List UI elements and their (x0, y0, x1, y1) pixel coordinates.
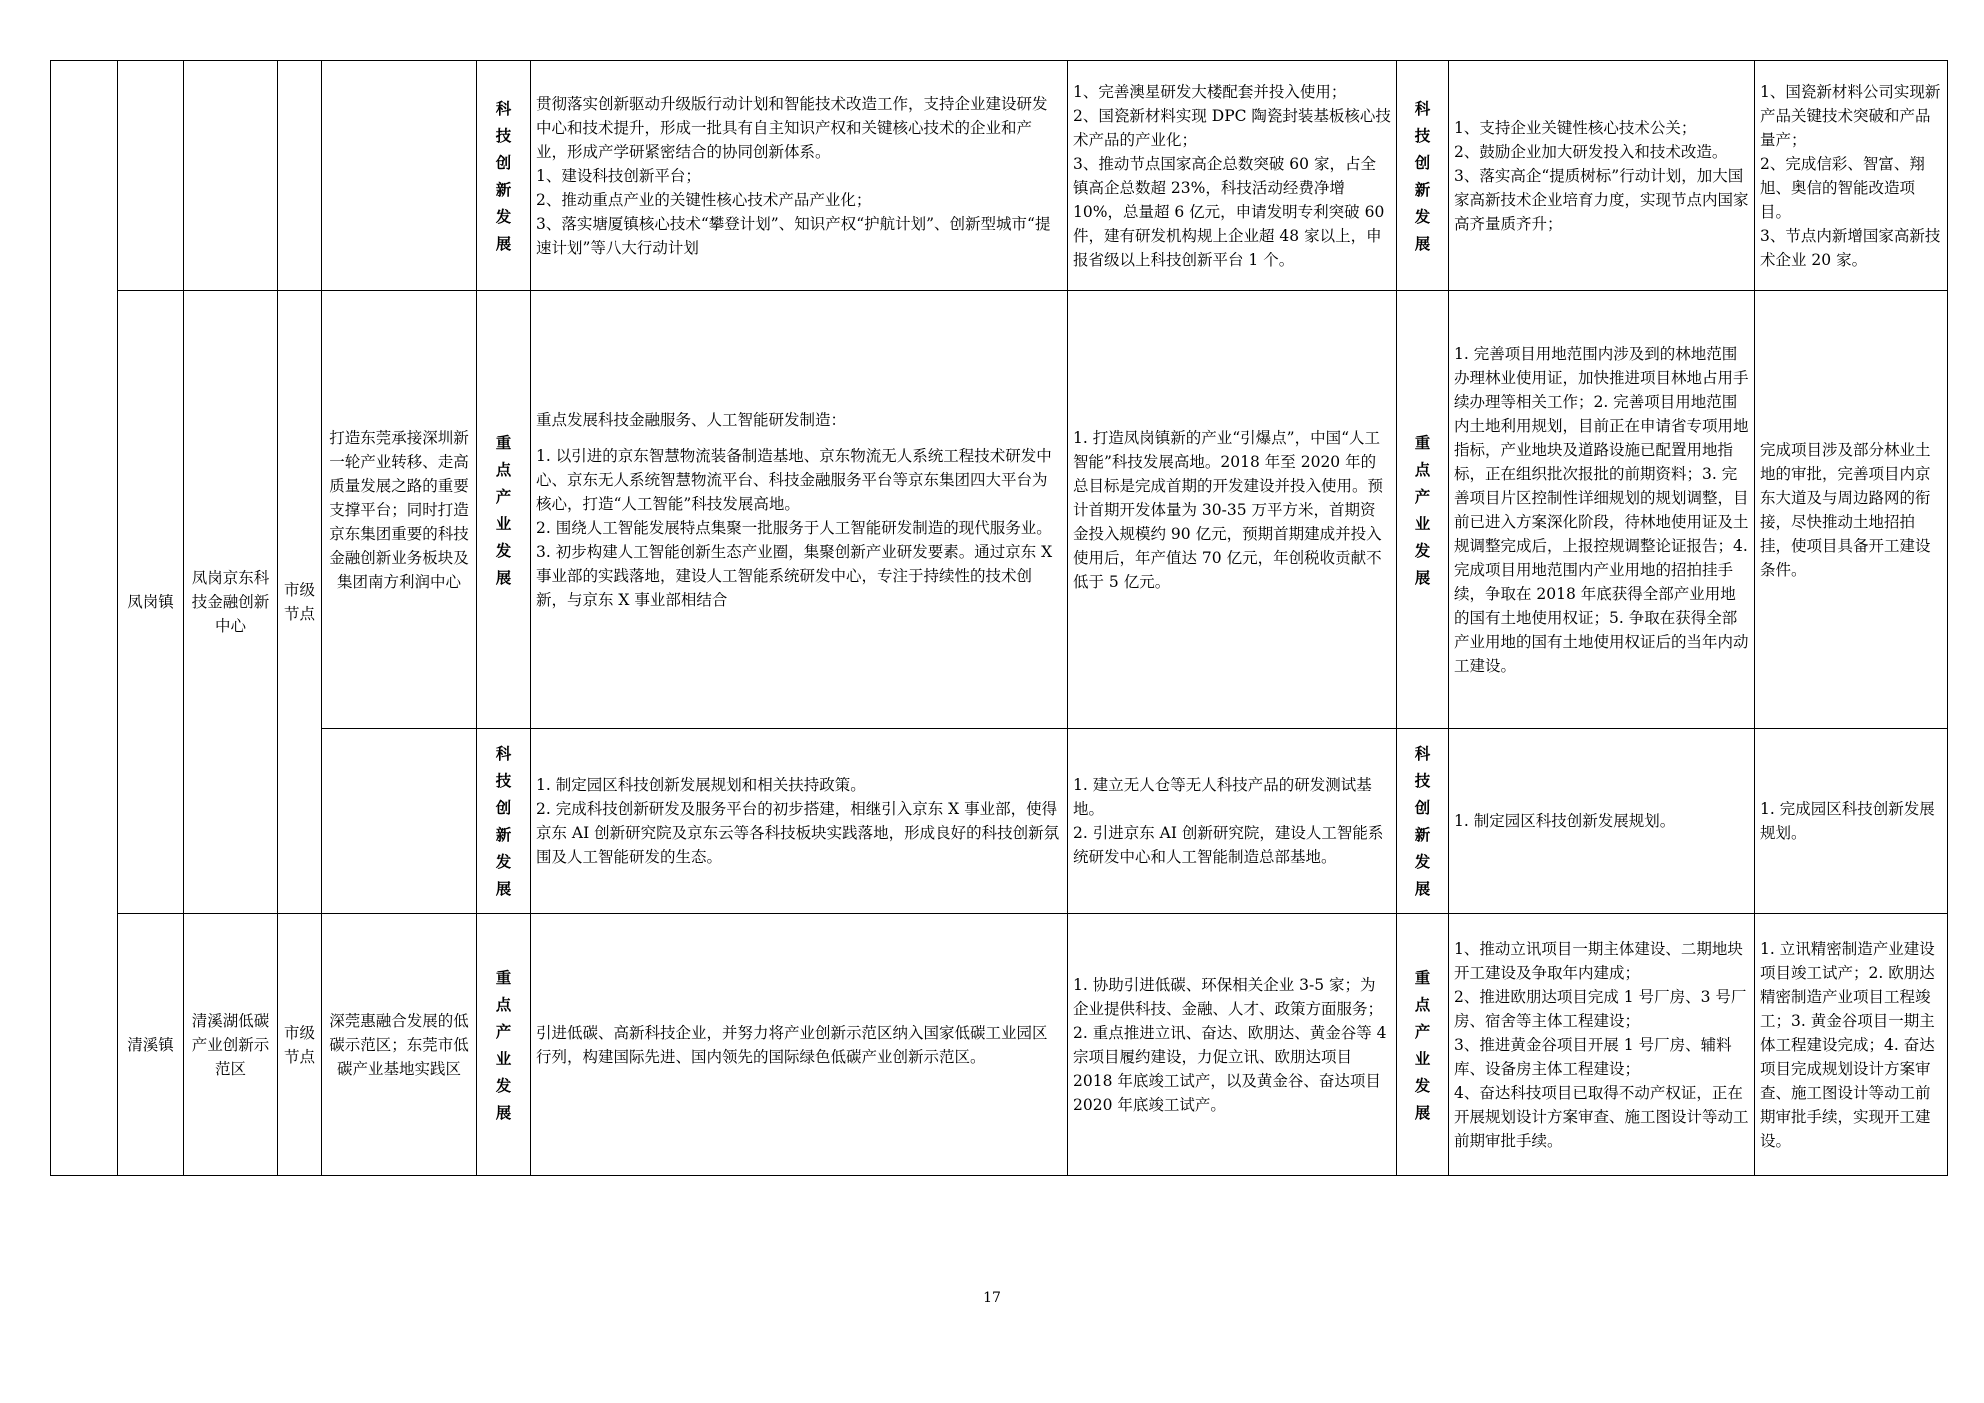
category-char: 科 (495, 98, 512, 118)
category-char: 点 (1414, 459, 1431, 479)
category-label (482, 964, 525, 1126)
category-char: 展 (1414, 567, 1431, 587)
content-line: 3. 初步构建人工智能创新生态产业圈，集聚创新产业研发要素。通过京东 X 事业部的实践落地，建设人工智能系统研发中心，专注于持续性的技术创新，与京东 X 事业部相结合 (536, 542, 1053, 609)
category-char: 创 (495, 152, 512, 172)
category-char: 展 (1414, 879, 1431, 898)
category-char: 业 (495, 1048, 512, 1068)
measures-cell (1449, 61, 1755, 291)
category-label-2 (1402, 740, 1443, 902)
table-row (51, 729, 1948, 914)
category-cell-2 (1397, 291, 1449, 729)
category-char: 展 (495, 567, 512, 587)
target-line: 3、节点内新增国家高新技术企业 20 家。 (1760, 226, 1941, 269)
project-cell (184, 61, 278, 291)
town-cell: 凤岗镇 (118, 291, 184, 914)
measure-line: 3、落实高企“提质树标”行动计划，加大国家高新技术企业培育力度，实现节点内国家高齐量质齐升； (1454, 166, 1749, 233)
category-char: 产 (495, 486, 512, 506)
category-char: 发 (495, 852, 512, 871)
category-cell (477, 291, 531, 729)
category-char: 发 (1414, 206, 1431, 226)
category-cell (477, 61, 531, 291)
category-label-2 (1402, 95, 1443, 257)
town-cell: 清溪镇 (118, 914, 184, 1176)
category-char: 重 (495, 967, 512, 987)
target-line: 1. 完成园区科技创新发展规划。 (1760, 800, 1935, 842)
category-char: 发 (495, 206, 512, 226)
category-cell (477, 914, 531, 1176)
category-char: 重 (1414, 432, 1431, 452)
measure-line: 2、推进欧朋达项目完成 1 号厂房、3 号厂房、宿舍等主体工程建设； (1454, 987, 1747, 1030)
table-row (51, 61, 1948, 291)
category-char: 产 (495, 1021, 512, 1041)
category-cell-2 (1397, 729, 1449, 914)
category-char: 科 (1414, 98, 1431, 118)
category-char: 发 (495, 1075, 512, 1095)
category-char: 点 (495, 459, 512, 479)
content-cell (531, 61, 1068, 291)
category-label (482, 429, 525, 591)
category-char: 点 (495, 994, 512, 1014)
measure-line: 1. 制定园区科技创新发展规划。 (1454, 812, 1676, 830)
targets-cell (1755, 61, 1948, 291)
category-char: 重 (495, 432, 512, 452)
measures-cell (1449, 914, 1755, 1176)
targets-cell (1755, 729, 1948, 914)
measure-line: 4、奋达科技项目已取得不动产权证，正在开展规划设计方案审查、施工图设计等动工前期审批手续。 (1454, 1083, 1749, 1150)
position-cell (322, 61, 477, 291)
measure-line: 3、推进黄金谷项目开展 1 号厂房、辅料库、设备房主体工程建设； (1454, 1035, 1732, 1078)
table-row (51, 914, 1948, 1176)
level-cell (278, 61, 322, 291)
content-cell (531, 914, 1068, 1176)
town-cell (118, 61, 184, 291)
position-cell: 深莞惠融合发展的低碳示范区；东莞市低碳产业基地实践区 (322, 914, 477, 1176)
goals-cell (1068, 291, 1397, 729)
category-char: 发 (1414, 1075, 1431, 1095)
category-label (482, 95, 525, 257)
position-cell-empty (322, 729, 477, 914)
content-line: 贯彻落实创新驱动升级版行动计划和智能技术改造工作，支持企业建设研发中心和技术提升，形成一批具有自主知识产权和关键核心技术的企业和产业，形成产学研紧密结合的协同创新体系。 (536, 94, 1048, 161)
category-char: 展 (495, 1102, 512, 1122)
category-char: 业 (1414, 1048, 1431, 1068)
content-line: 2、推动重点产业的关键性核心技术产品产业化； (536, 190, 872, 209)
page-number: 17 (983, 1290, 1001, 1306)
content-line: 引进低碳、高新科技企业，并努力将产业创新示范区纳入国家低碳工业园区行列，构建国际先进、国内领先的国际绿色低碳产业创新示范区。 (536, 1023, 1048, 1066)
content-line: 2. 围绕人工智能发展特点集聚一批服务于人工智能研发制造的现代服务业。 (536, 518, 1052, 537)
target-line: 完成项目涉及部分林业土地的审批，完善项目内京东大道及与周边路网的衔接，尽快推动土地招拍挂，使项目具备开工建设条件。 (1760, 440, 1931, 579)
position-cell: 打造东莞承接深圳新一轮产业转移、走高质量发展之路的重要支撑平台；同时打造京东集团重要的科技金融创新业务板块及集团南方利润中心 (322, 291, 477, 729)
level-cell: 市级节点 (278, 291, 322, 914)
category-char: 创 (1414, 152, 1431, 172)
content-line: 2. 完成科技创新研发及服务平台的初步搭建，相继引入京东 X 事业部，使得京东 AI 创新研究院及京东云等各科技板块实践落地，形成良好的科技创新氛围及人工智能研发的生态。 (536, 800, 1060, 866)
measure-line: 2、鼓励企业加大研发投入和技术改造。 (1454, 142, 1728, 161)
category-char: 产 (1414, 1021, 1431, 1041)
category-char: 展 (495, 879, 512, 898)
content-line: 3、落实塘厦镇核心技术“攀登计划”、知识产权“护航计划”、创新型城市“提速计划”等八大行动计划 (536, 214, 1051, 257)
category-char: 科 (495, 744, 512, 763)
project-cell: 凤岗京东科技金融创新中心 (184, 291, 278, 914)
goal-line: 1、完善澳星研发大楼配套并投入使用； (1073, 82, 1347, 101)
category-char: 业 (1414, 513, 1431, 533)
planning-table (50, 60, 1948, 1176)
content-line: 1. 以引进的京东智慧物流装备制造基地、京东物流无人系统工程技术研发中心、京东无人系统智慧物流平台、科技金融服务平台等京东集团四大平台为核心，打造“人工智能”科技发展高地。 (536, 446, 1052, 513)
content-cell (531, 291, 1068, 729)
category-char: 业 (495, 513, 512, 533)
category-char: 技 (495, 771, 512, 790)
category-char: 新 (495, 179, 512, 199)
category-char: 点 (1414, 994, 1431, 1014)
category-char: 新 (495, 825, 512, 844)
category-cell-2 (1397, 914, 1449, 1176)
category-label-2 (1402, 964, 1443, 1126)
measures-cell (1449, 729, 1755, 914)
measure-line: 1. 完善项目用地范围内涉及到的林地范围办理林业使用证，加快推进项目林地占用手续办理等相关工作；2. 完善项目用地范围内土地利用规划，目前正在申请省专项用地指标，产业地块及道路设施已配置用地指标，正在组织批次报批的前期资料；3. 完善项目片区控制性详细规划的规划调整，目前已进入方案深化阶段，待林地使用证及土规调整完成后，上报控规调整论证报告；4. 完成项目用地范围内产业用地的招拍挂手续，争取在 2018 年底获得全部产业用地的国有土地使用权证；5. 争取在获得全部产业用地的国有土地使用权证后的当年内动工建设。 (1454, 344, 1749, 675)
category-cell-2 (1397, 61, 1449, 291)
category-char: 展 (1414, 1102, 1431, 1122)
content-line: 重点发展科技金融服务、人工智能研发制造： (536, 410, 847, 429)
targets-cell (1755, 914, 1948, 1176)
category-label-2 (1402, 429, 1443, 591)
category-char: 展 (1414, 233, 1431, 253)
category-char: 新 (1414, 179, 1431, 199)
category-char: 新 (1414, 825, 1431, 844)
project-cell: 清溪湖低碳产业创新示范区 (184, 914, 278, 1176)
category-char: 重 (1414, 967, 1431, 987)
category-char: 发 (495, 540, 512, 560)
category-char: 创 (495, 798, 512, 817)
goal-line: 1. 协助引进低碳、环保相关企业 3-5 家；为企业提供科技、金融、人才、政策方面服务；2. 重点推进立讯、奋达、欧朋达、黄金谷等 4 宗项目履约建设，力促立讯、欧朋达项目 2018 年底竣工试产，以及黄金谷、奋达项目 2020 年底竣工试产。 (1073, 975, 1387, 1114)
goal-line: 1. 建立无人仓等无人科技产品的研发测试基地。 (1073, 776, 1372, 818)
goals-cell (1068, 914, 1397, 1176)
measure-line: 1、支持企业关键性核心技术公关； (1454, 118, 1697, 137)
measures-cell (1449, 291, 1755, 729)
level-cell: 市级节点 (278, 914, 322, 1176)
category-char: 产 (1414, 486, 1431, 506)
targets-cell (1755, 291, 1948, 729)
outer-blank-cell (51, 61, 118, 1176)
goal-line: 2. 引进京东 AI 创新研究院，建设人工智能系统研发中心和人工智能制造总部基地。 (1073, 824, 1384, 866)
goals-cell (1068, 61, 1397, 291)
category-char: 技 (1414, 125, 1431, 145)
goal-line: 1. 打造凤岗镇新的产业“引爆点”，中国“人工智能”科技发展高地。2018 年至 2020 年的总目标是完成首期的开发建设并投入使用。预计首期开发体量为 30-35 万平方米，首期资金投入规模约 90 亿元，预期首期建成并投入使用后，年产值达 70 亿元，年创税收贡献不低于 5 亿元。 (1073, 428, 1384, 591)
target-line: 1、国瓷新材料公司实现新产品关键技术突破和产品量产； (1760, 82, 1941, 149)
content-line: 1. 制定园区科技创新发展规划和相关扶持政策。 (536, 776, 866, 794)
goal-line: 3、推动节点国家高企总数突破 60 家，占全镇高企总数超 23%，科技活动经费净增 10%，总量超 6 亿元，申请发明专利突破 60 件，建有研发机构规上企业超 48 家以上，申报省级以上科技创新平台 1 个。 (1073, 154, 1385, 269)
category-char: 展 (495, 233, 512, 253)
table-row (51, 291, 1948, 729)
category-char: 发 (1414, 540, 1431, 560)
content-line: 1、建设科技创新平台； (536, 166, 701, 185)
measure-line: 1、推动立讯项目一期主体建设、二期地块开工建设及争取年内建成； (1454, 939, 1743, 982)
content-cell (531, 729, 1068, 914)
goals-cell (1068, 729, 1397, 914)
category-cell (477, 729, 531, 914)
category-label (482, 740, 525, 902)
target-line: 2、完成信彩、智富、翔旭、奥信的智能改造项目。 (1760, 154, 1925, 221)
category-char: 发 (1414, 852, 1431, 871)
category-char: 技 (1414, 771, 1431, 790)
category-char: 创 (1414, 798, 1431, 817)
goal-line: 2、国瓷新材料实现 DPC 陶瓷封装基板核心技术产品的产业化； (1073, 106, 1391, 149)
category-char: 科 (1414, 744, 1431, 763)
target-line: 1. 立讯精密制造产业建设项目竣工试产；2. 欧朋达精密制造产业项目工程竣工；3. 黄金谷项目一期主体工程建设完成；4. 奋达项目完成规划设计方案审查、施工图设计等动工前期审批手续，实现开工建设。 (1760, 939, 1935, 1150)
category-char: 技 (495, 125, 512, 145)
